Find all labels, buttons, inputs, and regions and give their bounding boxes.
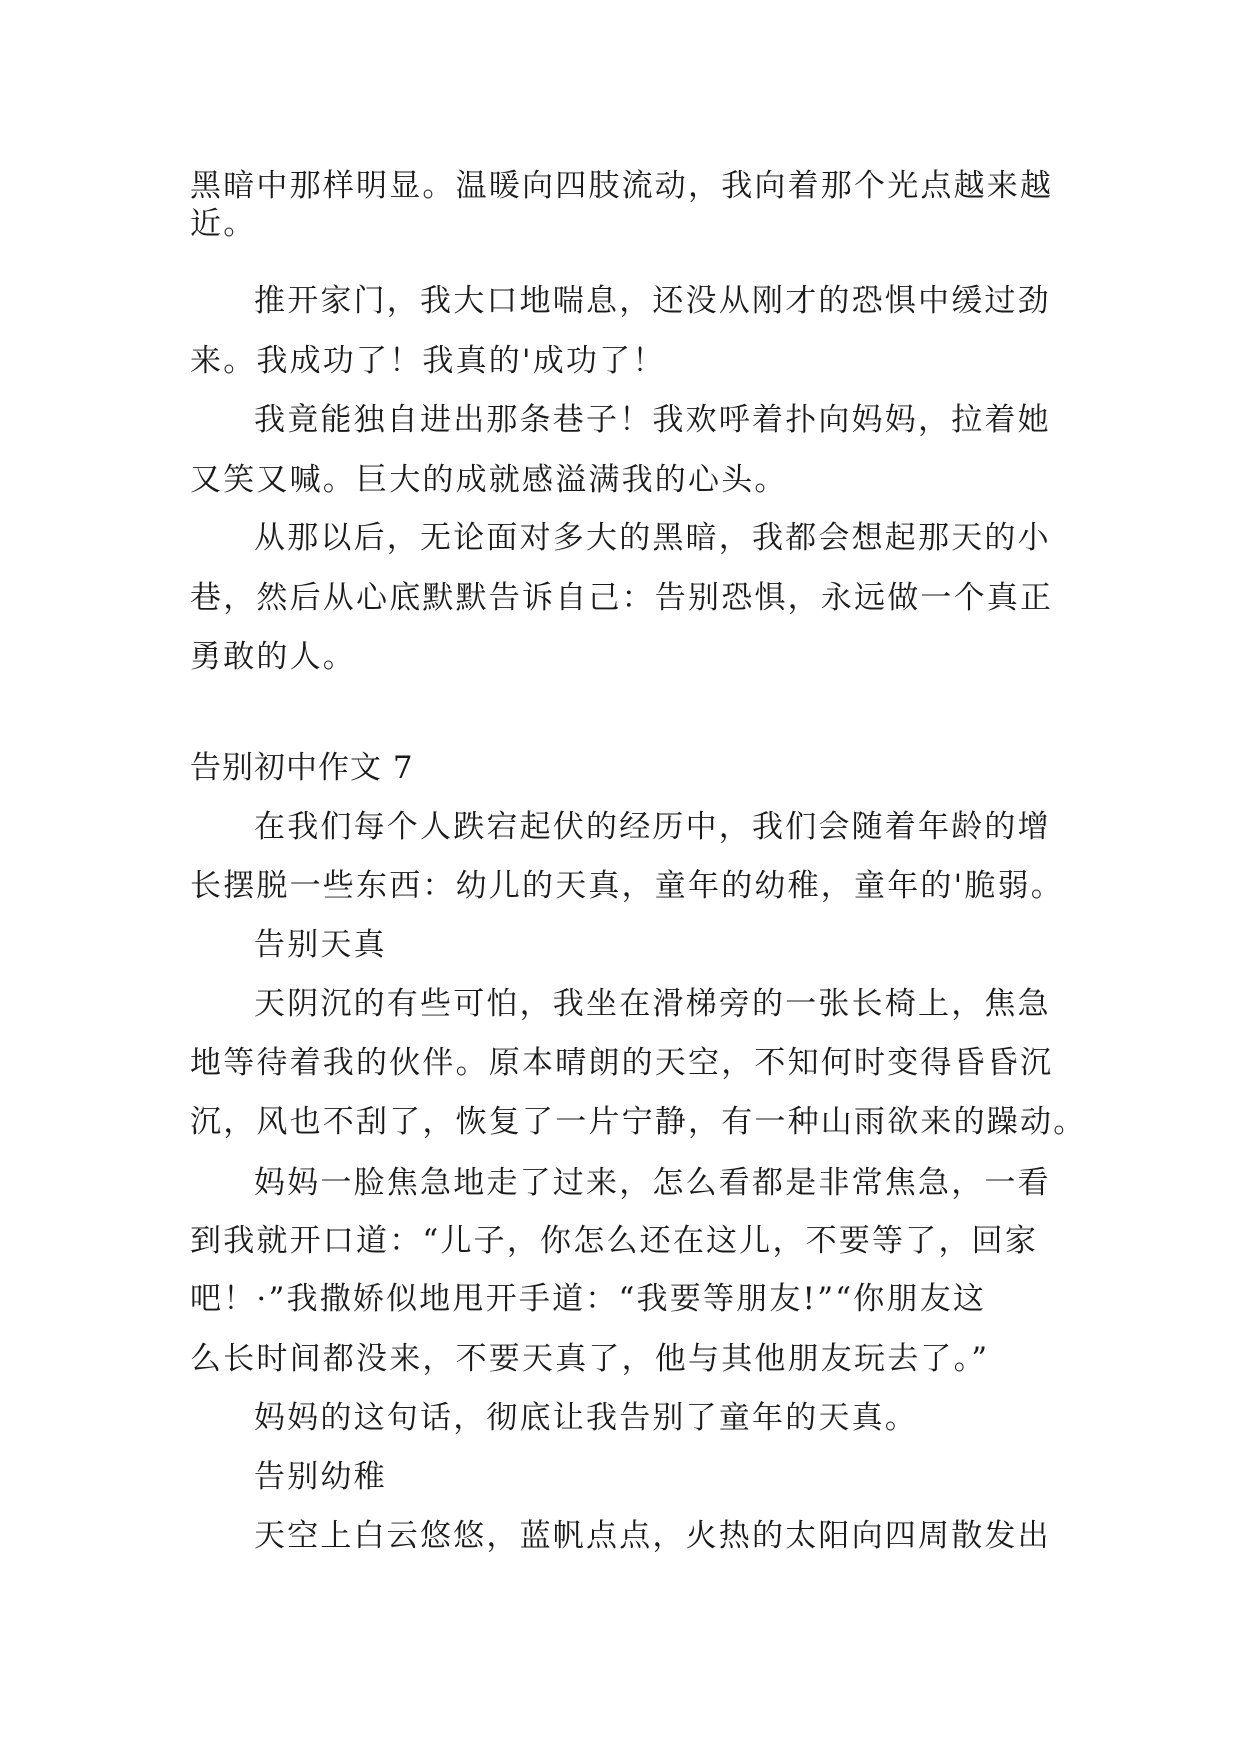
paragraph-line: 吧！·”我撒娇似地甩开手道：“我要等朋友!”“你朋友这 (190, 1281, 987, 1317)
paragraph-line: 在我们每个人跌宕起伏的经历中，我们会随着年龄的增 (254, 809, 1051, 845)
paragraph-line: 推开家门，我大口地喘息，还没从刚才的恐惧中缓过劲 (254, 283, 1051, 319)
subheading: 告别幼稚 (254, 1459, 387, 1495)
paragraph-line: 妈妈的这句话，彻底让我告别了童年的天真。 (254, 1400, 918, 1436)
paragraph-line: 巷，然后从心底默默告诉自己：告别恐惧，永远做一个真正 (190, 580, 1054, 616)
paragraph-line: 又笑又喊。巨大的成就感溢满我的心头。 (190, 462, 788, 498)
paragraph-line: 来。我成功了！我真的'成功了！ (190, 343, 666, 379)
paragraph-line: 沉，风也不刮了，恢复了一片宁静，有一种山雨欲来的躁动。 (190, 1104, 1087, 1140)
paragraph-line: 地等待着我的伙伴。原本晴朗的天空，不知何时变得昏昏沉 (190, 1045, 1054, 1081)
paragraph-line: 近。 (190, 206, 257, 242)
paragraph-line: 到我就开口道：“儿子，你怎么还在这儿，不要等了，回家 (190, 1223, 1039, 1259)
subheading: 告别天真 (254, 927, 387, 963)
paragraph-line: 勇敢的人。 (190, 639, 356, 675)
paragraph-line: 么长时间都没来，不要天真了，他与其他朋友玩去了。” (190, 1341, 990, 1377)
paragraph-line: 天阴沉的有些可怕，我坐在滑梯旁的一张长椅上，焦急 (254, 986, 1051, 1022)
paragraph-line: 我竟能独自进出那条巷子！我欢呼着扑向妈妈，拉着她 (254, 402, 1051, 438)
paragraph-line: 黑暗中那样明显。温暖向四肢流动，我向着那个光点越来越 (190, 168, 1054, 204)
paragraph-line: 天空上白云悠悠，蓝帆点点，火热的太阳向四周散发出 (254, 1518, 1051, 1554)
paragraph-line: 妈妈一脸焦急地走了过来，怎么看都是非常焦急，一看 (254, 1165, 1051, 1201)
paragraph-line: 长摆脱一些东西：幼儿的天真，童年的幼稚，童年的'脆弱。 (190, 868, 1064, 904)
section-title: 告别初中作文 7 (190, 750, 414, 786)
paragraph-line: 从那以后，无论面对多大的黑暗，我都会想起那天的小 (254, 520, 1051, 556)
